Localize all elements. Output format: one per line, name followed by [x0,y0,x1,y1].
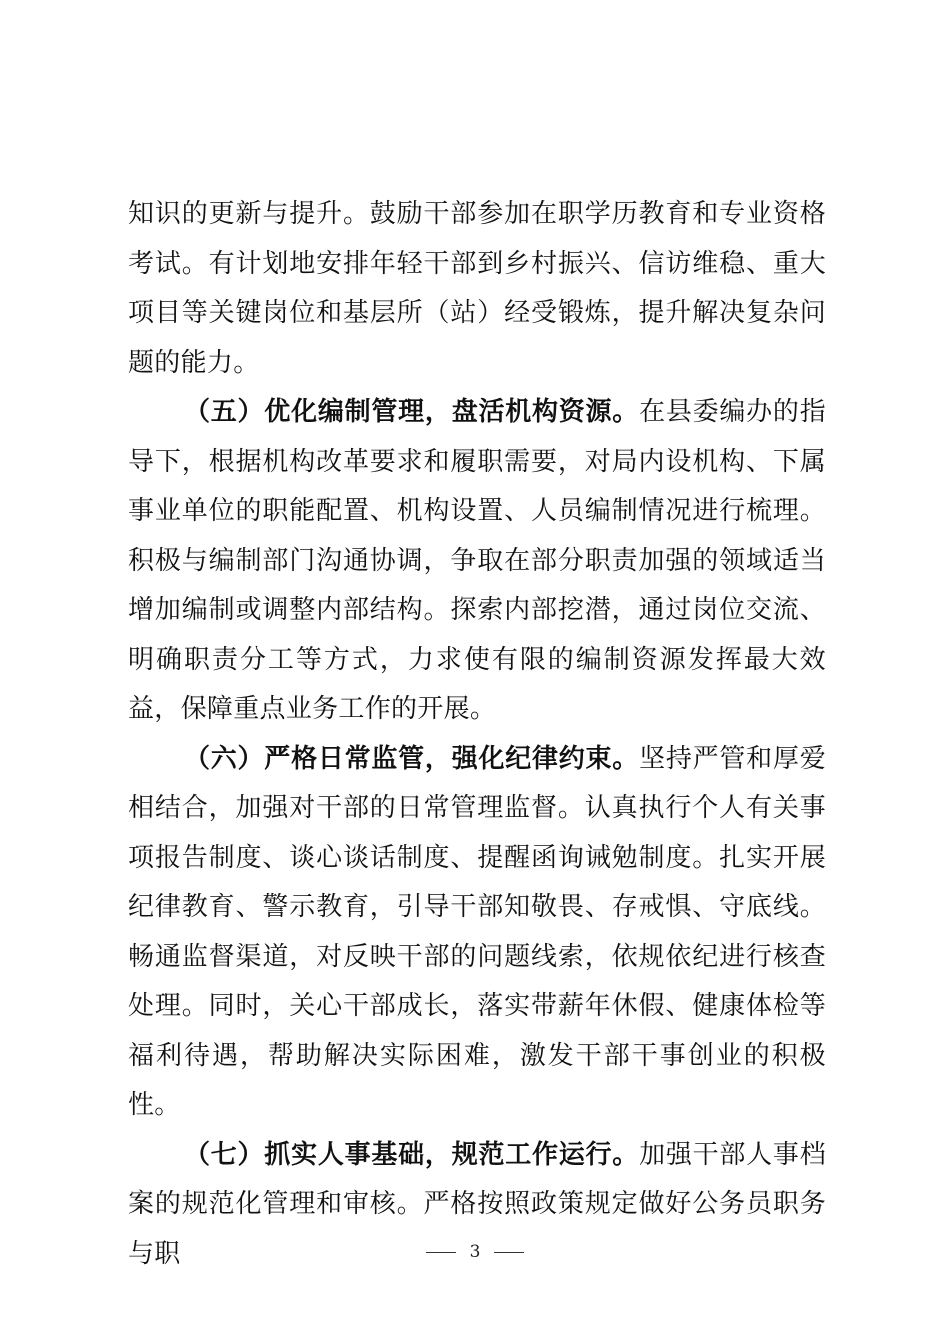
section-heading: （六）严格日常监管，强化纪律约束。 [184,743,640,774]
paragraph-body: 加强干部人事档案的规范化管理和审核。严格按照政策规定做好公务员职务与职 [128,1139,826,1269]
footer-dash-right [494,1252,524,1253]
section-heading: （七）抓实人事基础，规范工作运行。 [184,1139,640,1170]
paragraph-body: 在县委编办的指导下，根据机构改革要求和履职需要，对局内设机构、下属事业单位的职能配置、机构设置、人员编制情况进行梳理。积极与编制部门沟通协调，争取在部分职责加强的领域适当增加编制或调整内部结构。探索内部挖潜，通过岗位交流、明确职责分工等方式，力求使有限的编制资源发挥最大效益，保障重点业务工作的开展。 [128,397,826,724]
page-footer [0,1242,950,1262]
paragraph-body: 知识的更新与提升。鼓励干部参加在职学历教育和专业资格考试。有计划地安排年轻干部到乡村振兴、信访维稳、重大项目等关键岗位和基层所（站）经受锻炼，提升解决复杂问题的能力。 [128,199,826,378]
section-heading: （五）优化编制管理，盘活机构资源。 [184,397,640,427]
document-body [128,190,826,1279]
paragraph-section-6 [128,735,826,1131]
footer-dash-left [426,1252,456,1253]
paragraph-continuation [128,190,826,388]
page-number: 3 [469,1242,481,1262]
paragraph-section-5 [128,388,826,735]
paragraph-body: 坚持严管和厚爱相结合，加强对干部的日常管理监督。认真执行个人有关事项报告制度、谈心谈话制度、提醒函询诫勉制度。扎实开展纪律教育、警示教育，引导干部知敬畏、存戒惧、守底线。畅通监督渠道，对反映干部的问题线索，依规依纪进行核查处理。同时，关心干部成长，落实带薪年休假、健康体检等福利待遇，帮助解决实际困难，激发干部干事创业的积极性。 [128,743,826,1120]
